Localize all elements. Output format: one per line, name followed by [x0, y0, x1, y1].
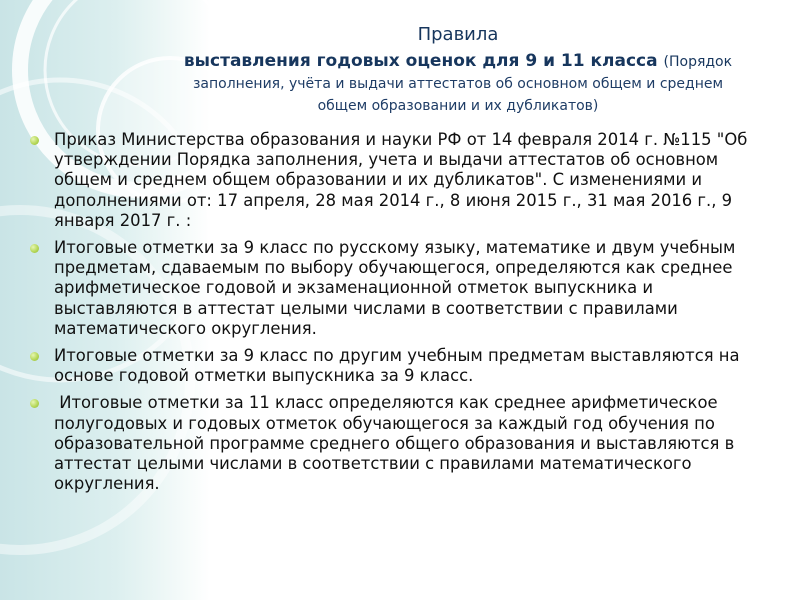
title-line-3: заполнения, учёта и выдачи аттестатов об основном общем и среднем — [192, 76, 724, 92]
bullet-text: Итоговые отметки за 9 класс по русскому языку, математике и двум учебным предметам, сдаваемым по выбору обучающегося, определяются как среднее арифметическое годовой и экзаменационной отметок выпускника и выставляются в аттестат целыми числами в соответствии с правилами математического округления. — [54, 238, 736, 338]
title-bold-text: выставления годовых оценок для 9 и 11 класса — [183, 51, 658, 71]
slide-title — [120, 24, 796, 117]
title-line-2 — [120, 50, 796, 73]
title-paren-text: (Порядок — [663, 54, 733, 70]
bullet-text: Итоговые отметки за 11 класс определяются как среднее арифметическое полугодовых и годовых отметок обучающегося за каждый год обучения по образовательной программе среднего общего образования и выставляются в аттестат целыми числами в соответствии с правилами математического округления. — [54, 393, 740, 494]
list-item — [30, 238, 770, 339]
list-item — [30, 393, 770, 494]
bullet-list — [30, 130, 770, 501]
bullet-dot-icon — [30, 399, 39, 408]
bullet-dot-icon — [30, 136, 39, 145]
bullet-text: Приказ Министерства образования и науки РФ от 14 февраля 2014 г. №115 "Об утверждении Порядка заполнения, учета и выдачи аттестатов об основном общем и среднем общем образовании и их дубликатов". С изменениями и дополнениями от: 17 апреля, 28 мая 2014 г., 8 июня 2015 г., 31 мая 2016 г., 9 января 2017 г. : — [54, 130, 748, 230]
title-line-1: Правила — [417, 24, 499, 45]
title-line-4: общем образовании и их дубликатов) — [317, 98, 599, 114]
list-item — [30, 130, 770, 231]
bullet-dot-icon — [30, 244, 39, 253]
bullet-dot-icon — [30, 352, 39, 361]
bullet-text: Итоговые отметки за 9 класс по другим учебным предметам выставляются на основе годовой отметки выпускника за 9 класс. — [54, 346, 740, 386]
list-item — [30, 346, 770, 386]
